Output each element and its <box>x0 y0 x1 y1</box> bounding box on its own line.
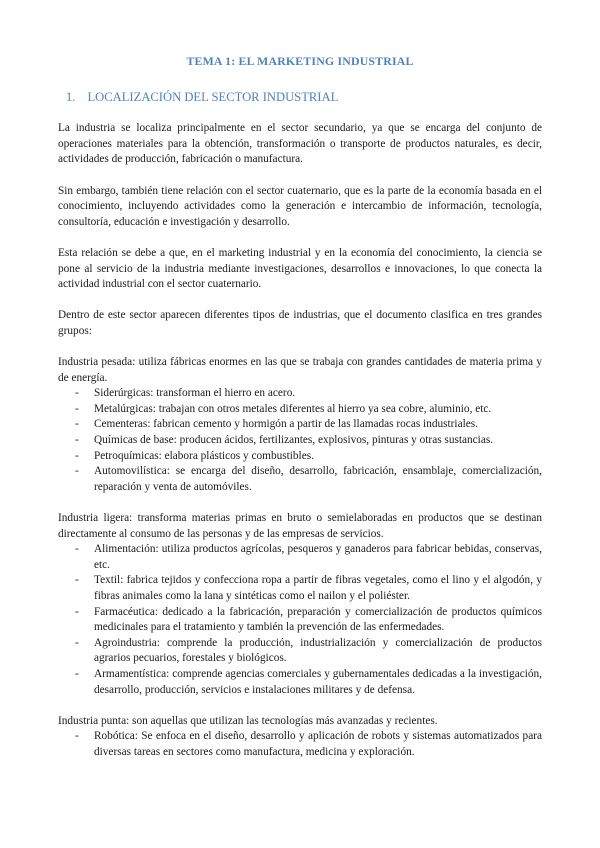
document-title: TEMA 1: EL MARKETING INDUSTRIAL <box>186 54 414 68</box>
list-item-text: Farmacéutica: dedicado a la fabricación, preparación y comercialización de productos químicos medicinales para el tratamiento y también la prevención de las enfermedades. <box>94 605 542 634</box>
list-item <box>58 386 542 402</box>
heavy-industry-list <box>58 386 542 495</box>
list-item <box>58 449 542 465</box>
advanced-industry-list <box>58 729 542 760</box>
group-intro-advanced-industry: Industria punta: son aquellas que utilizan las tecnologías más avanzadas y recientes. <box>58 714 438 727</box>
list-item-text: Siderúrgicas: transforman el hierro en acero. <box>94 387 296 400</box>
paragraph: La industria se localiza principalmente en el sector secundario, ya que se encarga del conjunto de operaciones materiales para la obtención, transformación o transporte de productos naturales, es decir, actividades de producción, fabricación o manufactura. <box>58 122 542 166</box>
list-item <box>58 402 542 418</box>
list-item-text: Agroindustria: comprende la producción, industrialización y comercialización de productos agrarios pecuarios, forestales y biológicos. <box>94 636 542 665</box>
list-item <box>58 636 542 667</box>
light-industry-list <box>58 542 542 698</box>
list-item-text: Alimentación: utiliza productos agrícolas, pesqueros y ganaderos para fabricar bebidas, conservas, etc. <box>94 543 542 571</box>
list-item <box>58 573 542 604</box>
bullet-marker: - <box>75 465 79 478</box>
bullet-marker: - <box>75 543 79 556</box>
bullet-marker: - <box>75 605 79 618</box>
bullet-marker: - <box>75 387 79 400</box>
group-intro-light-industry: Industria ligera: transforma materias primas en bruto o semielaboradas en productos que se destinan directamente al consumo de las personas y de las empresas de servicios. <box>58 512 542 540</box>
list-item <box>58 542 542 573</box>
list-item-text: Químicas de base: producen ácidos, fertilizantes, explosivos, pinturas y otras sustancias. <box>94 434 494 447</box>
bullet-marker: - <box>75 636 79 649</box>
list-item <box>58 605 542 636</box>
list-item <box>58 464 542 495</box>
paragraph: Dentro de este sector aparecen diferentes tipos de industrias, que el documento clasifica en tres grandes grupos: <box>58 309 542 337</box>
list-item-text: Cementeras: fabrican cemento y hormigón a partir de las llamadas rocas industriales. <box>94 418 478 431</box>
section-heading-text: LOCALIZACIÓN DEL SECTOR INDUSTRIAL <box>87 89 339 104</box>
section-heading <box>66 90 542 106</box>
bullet-marker: - <box>75 449 79 462</box>
section-number: 1. <box>66 89 76 104</box>
list-item <box>58 417 542 433</box>
group-intro-heavy-industry: Industria pesada: utiliza fábricas enormes en las que se trabaja con grandes cantidades de materia prima y de energía. <box>58 356 542 384</box>
list-item-text: Textil: fabrica tejidos y confecciona ropa a partir de fibras vegetales, como el lino y el algodón, y fibras animales como la lana y sintéticas como el nailon y el poliéster. <box>94 574 542 602</box>
paragraph: Sin embargo, también tiene relación con el sector cuaternario, que es la parte de la economía basada en el conocimiento, incluyendo actividades como la generación e intercambio de información, tecnología, consultoría, educación e investigación y desarrollo. <box>58 184 542 228</box>
list-item-text: Metalúrgicas: trabajan con otros metales diferentes al hierro ya sea cobre, aluminio, etc. <box>94 402 492 415</box>
paragraph: Esta relación se debe a que, en el marketing industrial y en la economía del conocimiento, la ciencia se pone al servicio de la industria mediante investigaciones, desarrollos e innovaciones, lo que conecta la actividad industrial con el sector cuaternario. <box>58 246 542 291</box>
bullet-marker: - <box>75 730 79 743</box>
bullet-marker: - <box>75 574 79 587</box>
bullet-marker: - <box>75 434 79 447</box>
list-item-text: Automovilística: se encarga del diseño, desarrollo, fabricación, ensamblaje, comercialización, reparación y venta de automóviles. <box>94 465 542 493</box>
list-item-text: Petroquímicas: elabora plásticos y combustibles. <box>94 449 314 462</box>
list-item-text: Robótica: Se enfoca en el diseño, desarrollo y aplicación de robots y sistemas automatizados para diversas tareas en sectores como manufactura, medicina y exploración. <box>94 730 542 758</box>
bullet-marker: - <box>75 667 79 680</box>
list-item-text: Armamentística: comprende agencias comerciales y gubernamentales dedicadas a la investigación, desarrollo, producción, servicios e instalaciones militares y de defensa. <box>94 667 542 696</box>
list-item <box>58 433 542 449</box>
bullet-marker: - <box>75 418 79 431</box>
list-item <box>58 729 542 760</box>
bullet-marker: - <box>75 402 79 415</box>
list-item <box>58 667 542 698</box>
